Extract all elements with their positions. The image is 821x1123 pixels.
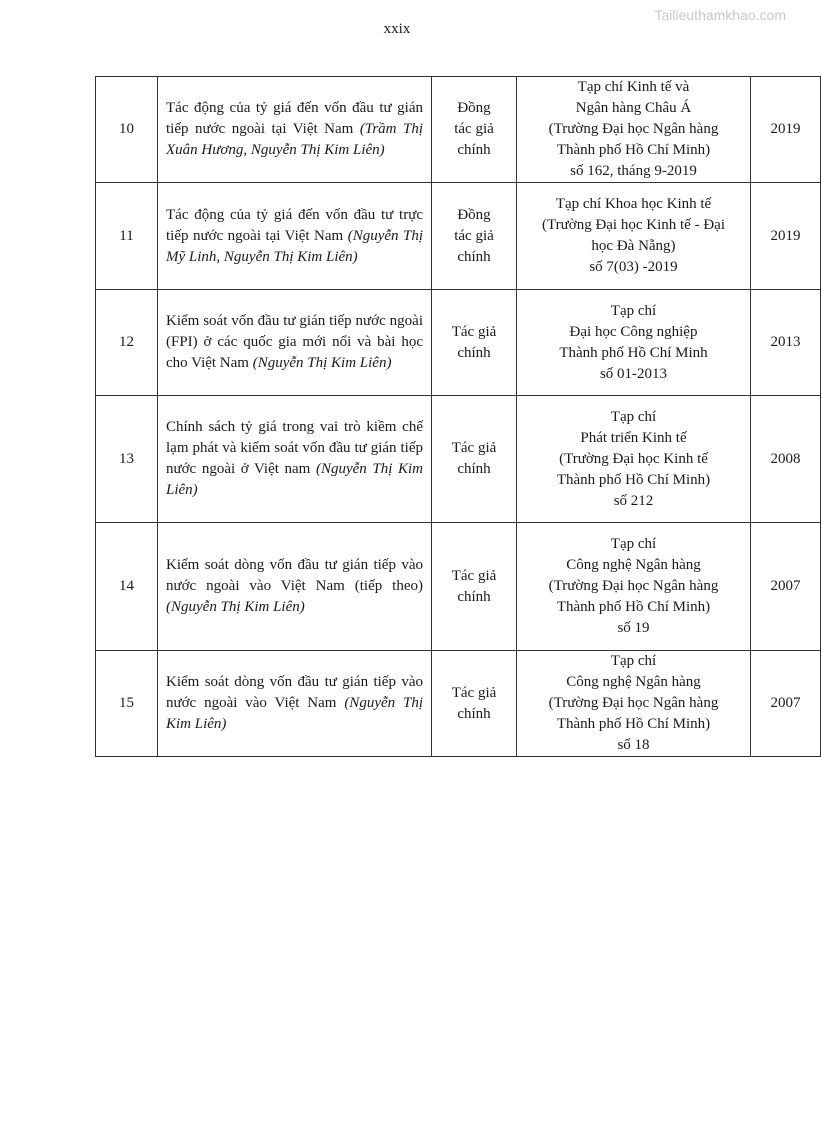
role-line: chính — [457, 461, 491, 477]
row-number: 12 — [96, 290, 158, 396]
author-role-cell — [432, 290, 517, 396]
author-role-cell — [432, 77, 517, 183]
page-number: xxix — [383, 21, 411, 37]
journal-line: (Trường Đại học Ngân hàng — [548, 121, 719, 137]
author-role-cell — [432, 651, 517, 757]
author-role-cell — [432, 183, 517, 290]
publication-authors: (Trầm Thị Xuân Hương, Nguyễn Thị Kim Liên) — [166, 121, 423, 158]
journal-line: (Trường Đại học Kinh tế — [559, 450, 708, 467]
role-line: Tác giả — [451, 567, 497, 584]
journal-line: số 19 — [617, 620, 650, 636]
publication-title-cell — [158, 77, 432, 183]
journal-line: Thành phố Hồ Chí Minh — [559, 344, 708, 361]
row-number: 15 — [96, 651, 158, 757]
journal-line: Ngân hàng Châu Á — [575, 100, 692, 116]
role-line: chính — [457, 142, 491, 158]
journal-line: Tạp chí — [610, 653, 657, 669]
publication-title: Tác động của tỷ giá đến vốn đầu tư gián tiếp nước ngoài tại Việt Nam — [166, 100, 423, 137]
table-row — [96, 290, 821, 396]
author-role-cell — [432, 523, 517, 651]
publication-year: 2007 — [751, 651, 821, 757]
table-row — [96, 77, 821, 183]
journal-cell — [517, 183, 751, 290]
publication-authors: (Nguyễn Thị Kim Liên) — [252, 355, 392, 371]
journal-line: Công nghệ Ngân hàng — [566, 557, 701, 573]
table-row — [96, 183, 821, 290]
publication-title: Kiểm soát vốn đầu tư gián tiếp nước ngoài (FPI) ở các quốc gia mới nổi và bài học cho Việt Nam — [166, 313, 423, 371]
journal-line: Tạp chí Khoa học Kinh tế — [555, 196, 712, 212]
journal-line: Thành phố Hồ Chí Minh) — [556, 471, 711, 488]
publication-authors: (Nguyễn Thị Kim Liên) — [166, 461, 423, 498]
journal-line: số 18 — [617, 737, 650, 753]
journal-line: Phát triển Kinh tế — [580, 429, 687, 446]
author-role-cell — [432, 396, 517, 523]
row-number: 10 — [96, 77, 158, 183]
row-number: 14 — [96, 523, 158, 651]
role-line: Tác giả — [451, 684, 497, 701]
journal-line: (Trường Đại học Ngân hàng — [548, 695, 719, 711]
publication-year: 2019 — [751, 183, 821, 290]
journal-line: (Trường Đại học Kinh tế - Đại — [542, 217, 725, 233]
journal-cell — [517, 290, 751, 396]
journal-cell — [517, 651, 751, 757]
journal-line: Tạp chí Kinh tế và — [577, 79, 690, 95]
journal-line: số 01-2013 — [599, 365, 668, 382]
publication-title-cell — [158, 183, 432, 290]
journal-line: học Đà Nẵng) — [591, 238, 676, 254]
journal-cell — [517, 396, 751, 523]
publication-title: Kiểm soát dòng vốn đầu tư gián tiếp vào nước ngoài vào Việt Nam — [166, 674, 423, 711]
role-line: chính — [457, 344, 491, 361]
publication-title: Chính sách tỷ giá trong vai trò kiềm chế lạm phát và kiểm soát vốn đầu tư gián tiếp nước ngoài ở Việt nam — [166, 419, 423, 477]
publications-table — [95, 76, 821, 757]
row-number: 13 — [96, 396, 158, 523]
publication-year: 2013 — [751, 290, 821, 396]
table-row — [96, 651, 821, 757]
journal-line: Tạp chí — [610, 302, 657, 319]
journal-line: Tạp chí — [610, 536, 657, 552]
publication-title-cell — [158, 523, 432, 651]
publication-year: 2007 — [751, 523, 821, 651]
journal-line: số 212 — [613, 492, 654, 509]
role-line: Tác giả — [451, 440, 497, 456]
role-line: tác giả — [454, 227, 494, 244]
journal-line: Thành phố Hồ Chí Minh) — [556, 716, 711, 732]
publication-authors: (Nguyễn Thị Kim Liên) — [166, 695, 423, 732]
publication-title: Tác động của tỷ giá đến vốn đầu tư trực tiếp nước ngoài tại Việt Nam — [166, 206, 423, 244]
journal-line: số 7(03) -2019 — [589, 259, 678, 275]
publication-year: 2008 — [751, 396, 821, 523]
role-line: chính — [457, 248, 491, 265]
role-line: Đồng — [457, 100, 491, 116]
role-line: chính — [457, 705, 491, 722]
publication-title: Kiểm soát dòng vốn đầu tư gián tiếp vào nước ngoài vào Việt Nam (tiếp theo) — [166, 557, 423, 594]
role-line: tác giả — [454, 121, 494, 137]
publication-title-cell — [158, 396, 432, 523]
publication-title-cell — [158, 651, 432, 757]
table-row — [96, 396, 821, 523]
role-line: Đồng — [457, 206, 491, 223]
journal-line: Thành phố Hồ Chí Minh) — [556, 142, 711, 158]
publication-authors: (Nguyễn Thị Kim Liên) — [166, 599, 305, 615]
journal-line: Thành phố Hồ Chí Minh) — [556, 599, 711, 615]
journal-cell — [517, 523, 751, 651]
journal-line: số 162, tháng 9-2019 — [570, 163, 697, 179]
publication-authors: (Nguyễn Thị Mỹ Linh, Nguyễn Thị Kim Liên) — [166, 227, 424, 265]
publication-year: 2019 — [751, 77, 821, 183]
journal-line: Đại học Công nghiệp — [569, 323, 698, 340]
journal-line: (Trường Đại học Ngân hàng — [548, 578, 719, 594]
table-row — [96, 523, 821, 651]
role-line: chính — [457, 588, 491, 605]
publication-title-cell — [158, 290, 432, 396]
row-number: 11 — [96, 183, 158, 290]
journal-line: Công nghệ Ngân hàng — [566, 674, 701, 690]
watermark: Tailieuthamkhao.com — [654, 7, 786, 23]
role-line: Tác giả — [451, 323, 497, 340]
journal-line: Tạp chí — [610, 408, 657, 425]
journal-cell — [517, 77, 751, 183]
